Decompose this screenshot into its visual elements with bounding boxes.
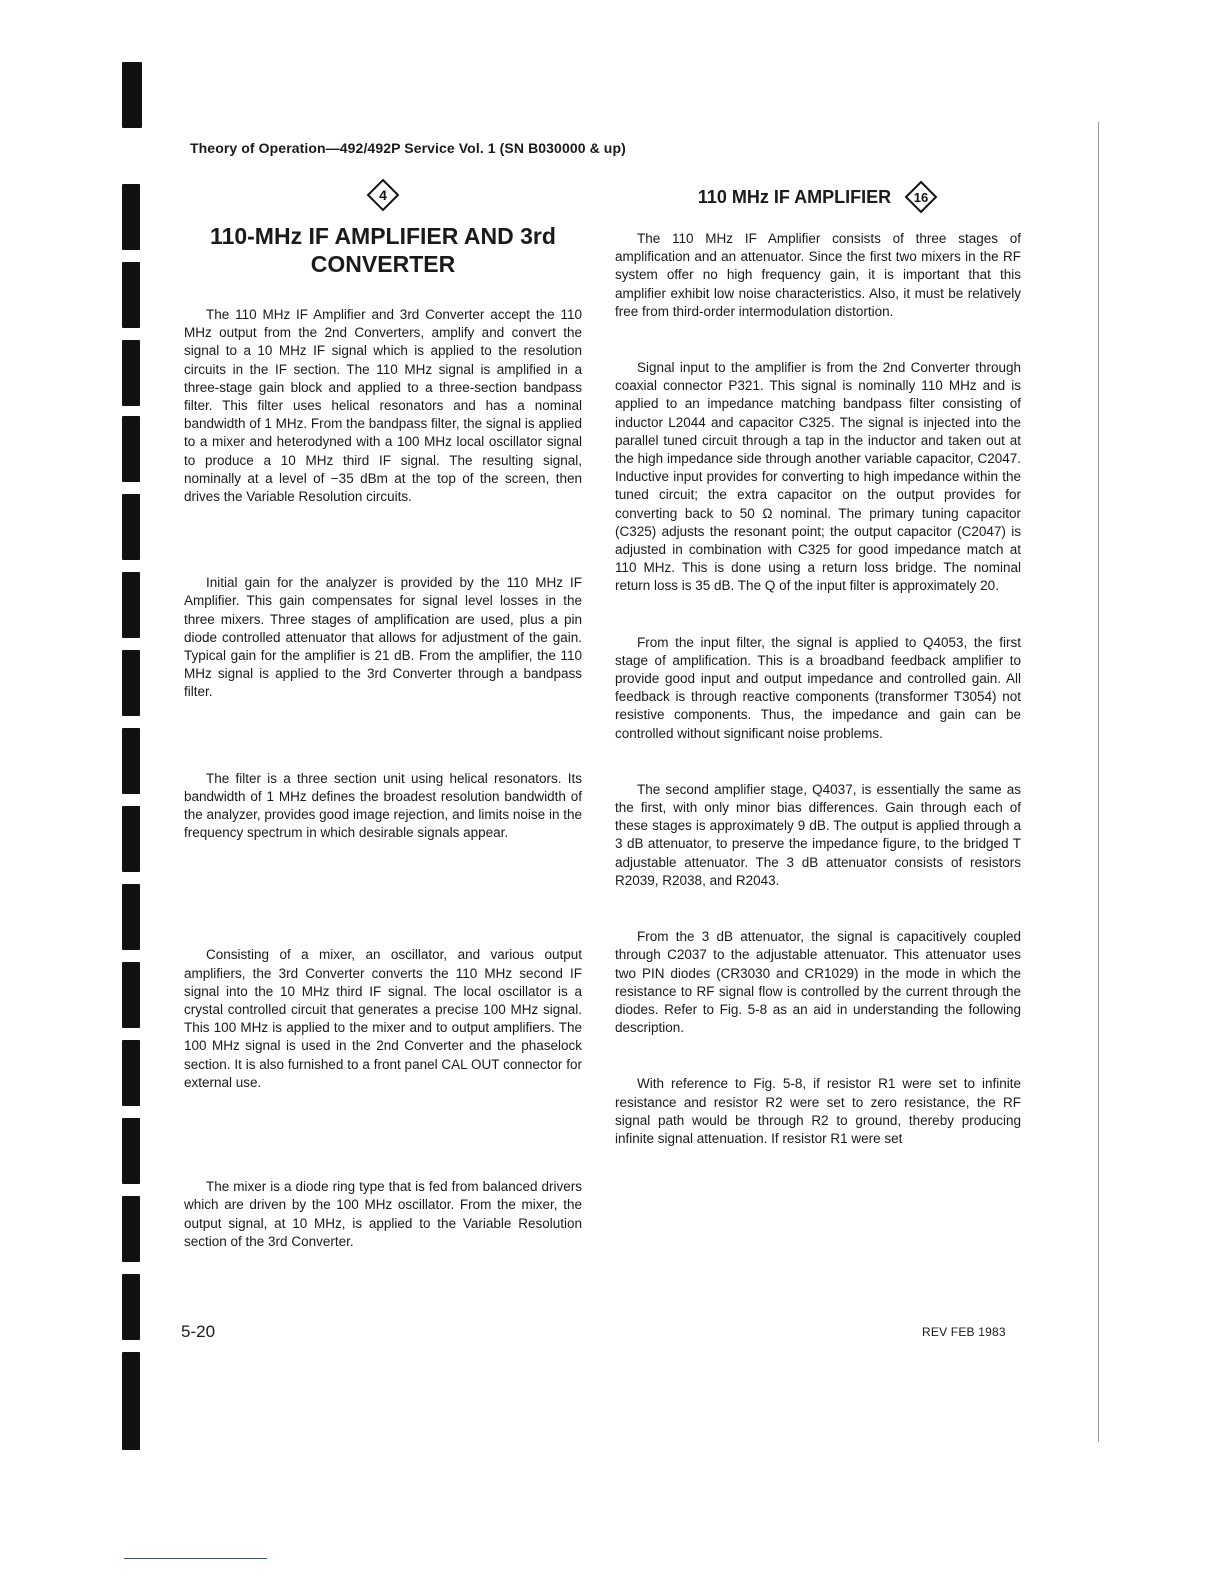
binding-tab [122, 806, 140, 872]
section-title-right [615, 178, 1021, 214]
page-number: 5-20 [181, 1322, 216, 1341]
paragraph: The second amplifier stage, Q4037, is essentially the same as the first, with only minor bias differences. Gain through each of these stages is approximately 9 dB. The output is applied through a 3 dB attenuator, to preserve the impedance figure, to the bridged T adjustable attenuator. The 3 dB attenuator consists of resistors R2039, R2038, and R2043. [615, 781, 1021, 888]
paragraph: Initial gain for the analyzer is provided by the 110 MHz IF Amplifier. This gain compensates for signal level losses in the three mixers. Three stages of amplification are used, plus a pin diode controlled attenuator that allows for adjustment of the gain. Typical gain for the amplifier is 21 dB. From the amplifier, the 110 MHz signal is applied to the 3rd Converter through a bandpass filter. [184, 575, 582, 700]
footer-rule [124, 1558, 267, 1559]
paragraph: The 110 MHz IF Amplifier consists of three stages of amplification and an attenuator. Since the first two mixers in the RF system offer no high frequency gain, it is important that this amplifier exhibit low noise characteristics. Also, it must be relatively free from third-order intermodulation distortion. [615, 231, 1021, 319]
right-column [615, 178, 1021, 1186]
binding-tab [122, 1196, 140, 1262]
paragraph: The mixer is a diode ring type that is fed from balanced drivers which are driven by the 100 MHz oscillator. From the mixer, the output signal, at 10 MHz, is applied to the Variable Resolution section of the 3rd Converter. [184, 1179, 582, 1249]
binding-tab [122, 728, 140, 794]
left-column [184, 178, 582, 1251]
paragraph: Consisting of a mixer, an oscillator, and various output amplifiers, the 3rd Converter converts the 110 MHz second IF signal into the 10 MHz third IF signal. The local oscillator is a crystal controlled circuit that generates a precise 100 MHz signal. This 100 MHz is applied to the mixer and to output amplifiers. The 100 MHz signal is used in the 2nd Converter and the phaselock section. It is also furnished to a front panel CAL OUT connector for external use. [184, 947, 582, 1090]
binding-tab [122, 1410, 140, 1450]
binding-tab [122, 62, 142, 128]
binding-tab [122, 1118, 140, 1184]
diagram-number: 4 [379, 187, 387, 203]
diagram-marker [184, 178, 582, 212]
revision-date: REV FEB 1983 [922, 1325, 1006, 1339]
margin-rule [1098, 122, 1099, 1442]
binding-tab [122, 572, 140, 638]
binding-tab [122, 184, 140, 250]
diamond-icon [366, 178, 400, 212]
binding-tab [122, 1274, 140, 1340]
running-header: Theory of Operation—492/492P Service Vol. 1 (SN B030000 & up) [190, 140, 626, 156]
section-title: 110-MHz IF AMPLIFIER AND 3rd CONVERTER [210, 223, 556, 277]
binding-tab [122, 340, 140, 406]
paragraph: The filter is a three section unit using helical resonators. Its bandwidth of 1 MHz defines the broadest resolution bandwidth of the analyzer, provides good image rejection, and limits noise in the frequency spectrum in which desirable signals appear. [184, 770, 582, 841]
binding-tab [122, 962, 140, 1028]
paragraph: With reference to Fig. 5-8, if resistor R1 were set to infinite resistance and resistor R2 were set to zero resistance, the RF signal path would be through R2 to ground, thereby producing infinite signal attenuation. If resistor R1 were set [615, 1076, 1021, 1146]
binding-tab [122, 494, 140, 560]
binding-tabs [0, 0, 160, 1584]
binding-tab [122, 650, 140, 716]
paragraph: The 110 MHz IF Amplifier and 3rd Converter accept the 110 MHz output from the 2nd Converters, amplify and convert the signal to a 10 MHz IF signal which is applied to the resolution circuits in the IF section. The 110 MHz signal is amplified in a three-stage gain block and applied to a three-section bandpass filter. This filter uses helical resonators and has a nominal bandwidth of 1 MHz. From the bandpass filter, the signal is applied to a mixer and heterodyned with a 100 MHz local oscillator signal to produce a 10 MHz third IF signal. The resulting signal, nominally at a level of −35 dBm at the top of the screen, then drives the Variable Resolution circuits. [184, 307, 582, 505]
diamond-icon [904, 180, 938, 214]
binding-tab [122, 416, 140, 482]
paragraph: From the input filter, the signal is applied to Q4053, the first stage of amplification. This is a broadband feedback amplifier to provide good input and output impedance and controlled gain. All feedback is through reactive components (transformer T3054) not resistive components. Thus, the impedance and gain can be controlled without significant noise problems. [615, 634, 1021, 741]
paragraph: Signal input to the amplifier is from the 2nd Converter through coaxial connector P321. This signal is nominally 110 MHz and is applied to an impedance matching bandpass filter consisting of inductor L2044 and capacitor C325. The signal is injected into the parallel tuned circuit through a tap in the inductor and taken out at the high impedance side through another variable capacitor, C2047. Inductive input provides for converting to high impedance within the tuned circuit; the extra capacitor on the output provides for converting back to 50 Ω nominal. The primary tuning capacitor (C325) adjusts the resonant point; the output capacitor (C2047) is adjusted in combination with C325 for good impedance match at 110 MHz. This is done using a return loss bridge. The nominal return loss is 35 dB. The Q of the input filter is approximately 20. [615, 360, 1021, 594]
binding-tab [122, 1352, 140, 1418]
diagram-number: 16 [913, 190, 929, 205]
paragraph: From the 3 dB attenuator, the signal is capacitively coupled through C2037 to the adjustable attenuator. This attenuator uses two PIN diodes (CR3030 and CR1029) in the mode in which the resistance to RF signal flow is controlled by the current through the diodes. Refer to Fig. 5-8 as an aid in understanding the following description. [615, 929, 1021, 1036]
binding-tab [122, 1040, 140, 1106]
binding-tab [122, 262, 140, 328]
binding-tab [122, 884, 140, 950]
section-title-text: 110 MHz IF AMPLIFIER [697, 187, 892, 207]
